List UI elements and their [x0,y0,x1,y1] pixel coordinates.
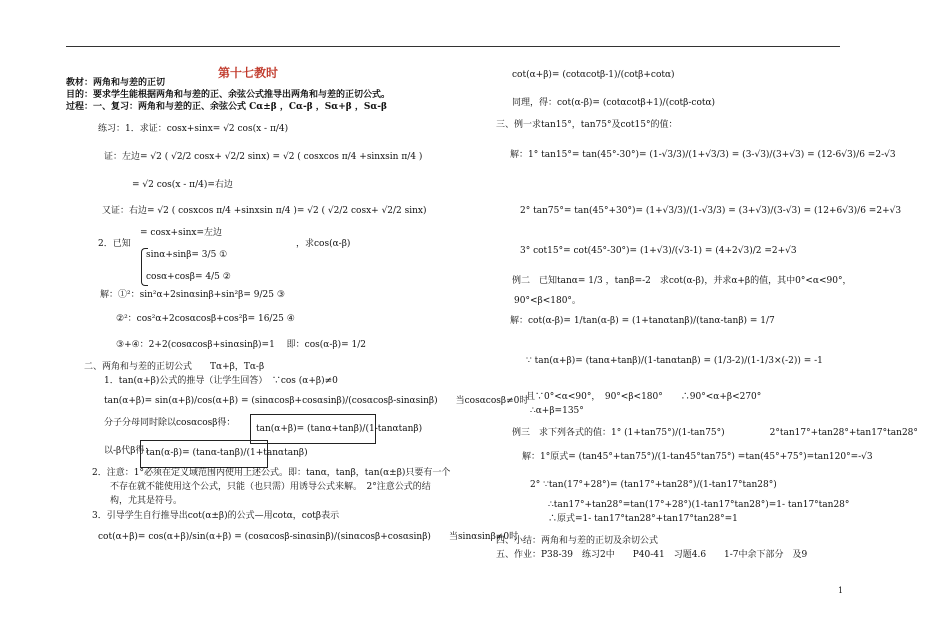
tan-diff-formula: tan(α-β)= (tanα-tanβ)/(1+tanαtanβ) [146,448,308,458]
example-1-tan75: 2° tan75°= tan(45°+30°)= (1+√3/3)/(1-√3/3) = (3+√3)/(3-√3) = (12+6√3)/6 =2+√3 [520,206,902,216]
example-2-statement: 例二 已知tanα= 1/3 ，tanβ=-2 求cot(α-β)，并求α+β的值，其中0°<α<90°， [512,276,852,286]
example-3-part-2-step-3: ∴原式=1- tan17°tan28°+tan17°tan28°=1 [548,514,738,524]
example-2-range: 90°<β<180°。 [514,296,581,306]
material-line: 教材：两角和与差的正切 [66,78,166,88]
proof-line-1: 证：左边= √2 ( √2/2 cosx+ √2/2 sinx) = √2 ( cosxcos π/4 +sinxsin π/4 ) [104,152,423,162]
divide-note: 分子分母同时除以cosαcosβ得： [104,418,236,428]
equation-1: sinα+sinβ= 3/5 ① [146,250,228,260]
page-title: 第十七教时 [218,66,279,80]
goal-line: 目的：要求学生能根据两角和与差的正、余弦公式推导出两角和与差的正切公式。 [66,90,391,100]
note-1: 2．注意：1°必须在定义域范围内使用上述公式。即：tanα，tanβ，tan(α±β)只要有一个 [92,468,451,478]
process-line: 过程：一、复习：两角和与差的正、余弦公式 Cα±β ，Cα-β ，Sα+β ，Sα-β [66,102,388,112]
proof-line-2: = √2 cos(x - π/4)=右边 [132,180,233,190]
homework-line: 五、作业：P38-39 练习2中 P40-41 习题4.6 1-7中余下部分 及9 [496,550,808,560]
example-2-tan-sum: ∵ tan(α+β)= (tanα+tanβ)/(1-tanαtanβ) = (1/3-2)/(1-1/3×(-2)) = -1 [526,356,823,366]
derivation-formula: tan(α+β)= sin(α+β)/cos(α+β) = (sinαcosβ+cosαsinβ)/(cosαcosβ-sinαsinβ) 当cosαcosβ≠0时 [104,396,529,406]
example-3-statement: 例三 求下列各式的值：1° (1+tan75°)/(1-tan75°) 2°tan17°+tan28°+tan17°tan28° [512,428,918,438]
example-2-answer: ∴α+β=135° [530,406,584,416]
note-2: 不存在就不能使用这个公式，只能（也只需）用诱导公式来解。 2°注意公式的结 [110,482,431,492]
example-1-cot15: 3° cot15°= cot(45°-30°)= (1+√3)/(√3-1) = (4+2√3)/2 =2+√3 [520,246,797,256]
tan-sum-formula: tan(α+β)= (tanα+tanβ)/(1-tanαtanβ) [256,424,423,434]
example-3-part-2-step-2: ∴tan17°+tan28°=tan(17°+28°)(1-tan17°tan28°)=1- tan17°tan28° [548,500,850,510]
solution-step-1: 解：①²：sin²α+2sinαsinβ+sin²β= 9/25 ③ [100,290,285,300]
summary-line: 四、小结：两角和与差的正切及余切公式 [496,536,659,546]
exercise-1-statement: 练习：1．求证：cosx+sinx= √2 cos(x - π/4) [98,124,289,134]
page-number: 1 [838,586,844,595]
solution-step-2: ②²：cos²α+2cosαcosβ+cos²β= 16/25 ④ [116,314,295,324]
alt-proof-line-2: = cosx+sinx=左边 [140,228,223,238]
example-3-part-2-step-1: 2° ∵tan(17°+28°)= (tan17°+tan28°)/(1-tan17°tan28°) [530,480,777,490]
example-3-part-1: 解：1°原式= (tan45°+tan75°)/(1-tan45°tan75°) =tan(45°+75°)=tan120°=-√3 [522,452,873,462]
solution-step-3: ③+④：2+2(cosαcosβ+sinαsinβ)=1 即：cos(α-β)= 1/2 [116,340,366,350]
example-1-tan15: 解：1° tan15°= tan(45°-30°)= (1-√3/3)/(1+√3/3) = (3-√3)/(3+√3) = (12-6√3)/6 =2-√3 [510,150,896,160]
example-2-cot: 解：cot(α-β)= 1/tan(α-β) = (1+tanαtanβ)/(tanα-tanβ) = 1/7 [510,316,775,326]
example-1-statement: 三、例一求tan15°，tan75°及cot15°的值： [496,120,678,130]
header-rule [66,46,840,47]
note-3: 构，尤其是符号。 [110,496,183,506]
section-2-heading: 二、两角和与差的正切公式 Tα+β，Tα-β [84,362,265,372]
cot-sum-formula: cot(α+β)= (cotαcotβ-1)/(cotβ+cotα) [512,70,675,80]
cot-diff-formula: 同理，得：cot(α-β)= (cotαcotβ+1)/(cotβ-cotα) [512,98,716,108]
cot-derivation-intro: 3．引导学生自行推导出cot(α±β)的公式—用cotα，cotβ表示 [92,511,340,521]
derivation-intro: 1．tan(α+β)公式的推导（让学生回答） ∵cos (α+β)≠0 [104,376,338,386]
example-2-bounds: 且∵0°<α<90°， 90°<β<180° ∴90°<α+β<270° [526,392,762,402]
equation-2: cosα+cosβ= 4/5 ② [146,272,231,282]
alt-proof-line-1: 又证：右边= √2 ( cosxcos π/4 +sinxsin π/4 )= √2 ( √2/2 cosx+ √2/2 sinx) [102,206,427,216]
exercise-2-given: 2．已知 [98,239,131,249]
substitute-note: 以-β代β得： [104,446,154,456]
cot-derivation-formula: cot(α+β)= cos(α+β)/sin(α+β) = (cosαcosβ-sinαsinβ)/(sinαcosβ+cosαsinβ) 当sinαsinβ≠0时 [98,532,519,542]
exercise-2-ask: ，求cos(α-β) [296,239,351,249]
